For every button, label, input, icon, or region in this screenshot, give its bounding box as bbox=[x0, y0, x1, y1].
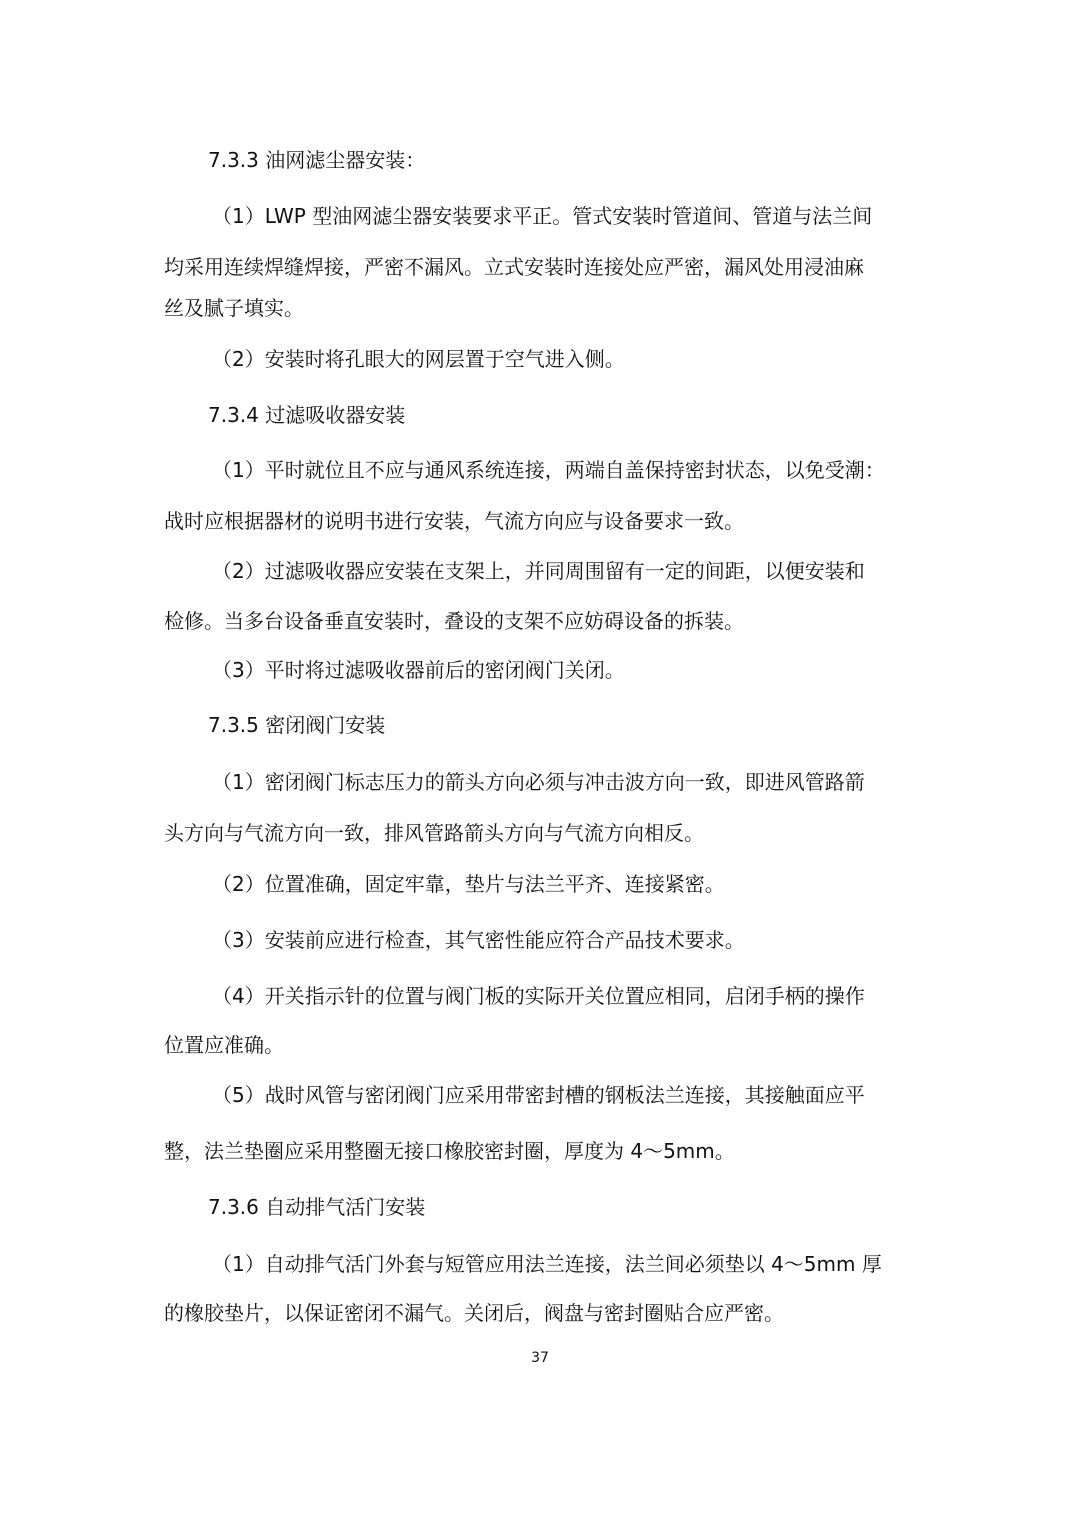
paragraph-line: （4）开关指示针的位置与阀门板的实际开关位置应相同，启闭手柄的操作 bbox=[212, 984, 865, 1008]
page-number: 37 bbox=[531, 1350, 549, 1366]
paragraph-line: （2）过滤吸收器应安装在支架上，并同周围留有一定的间距，以便安装和 bbox=[212, 559, 865, 583]
paragraph-line: （1）LWP 型油网滤尘器安装要求平正。管式安装时管道间、管道与法兰间 bbox=[212, 204, 873, 228]
paragraph-line: （1）自动排气活门外套与短管应用法兰连接，法兰间必须垫以 4～5mm 厚 bbox=[212, 1252, 882, 1276]
section-heading-7-3-3: 7.3.3 油网滤尘器安装： bbox=[208, 148, 426, 172]
section-heading-7-3-6: 7.3.6 自动排气活门安装 bbox=[208, 1195, 426, 1219]
paragraph-line: 的橡胶垫片，以保证密闭不漏气。关闭后，阀盘与密封圈贴合应严密。 bbox=[164, 1301, 784, 1325]
paragraph-line: （1）密闭阀门标志压力的箭头方向必须与冲击波方向一致，即进风管路箭 bbox=[212, 770, 865, 794]
paragraph-line: 整，法兰垫圈应采用整圈无接口橡胶密封圈，厚度为 4～5mm。 bbox=[164, 1139, 735, 1163]
section-heading-7-3-5: 7.3.5 密闭阀门安装 bbox=[208, 713, 386, 737]
paragraph-line: （2）安装时将孔眼大的网层置于空气进入侧。 bbox=[212, 347, 625, 371]
paragraph-line: （1）平时就位且不应与通风系统连接，两端自盖保持密封状态，以免受潮： bbox=[212, 458, 885, 482]
paragraph-line: （5）战时风管与密闭阀门应采用带密封槽的钢板法兰连接，其接触面应平 bbox=[212, 1083, 865, 1107]
paragraph-line: 战时应根据器材的说明书进行安装，气流方向应与设备要求一致。 bbox=[164, 509, 744, 533]
paragraph-line: 位置应准确。 bbox=[164, 1033, 284, 1057]
paragraph-line: （3）安装前应进行检查，其气密性能应符合产品技术要求。 bbox=[212, 928, 745, 952]
paragraph-line: 检修。当多台设备垂直安装时，叠设的支架不应妨碍设备的拆装。 bbox=[164, 609, 744, 633]
paragraph-line: 均采用连续焊缝焊接，严密不漏风。立式安装时连接处应严密，漏风处用浸油麻 bbox=[164, 255, 864, 279]
paragraph-line: 丝及腻子填实。 bbox=[164, 296, 304, 320]
paragraph-line: 头方向与气流方向一致，排风管路箭头方向与气流方向相反。 bbox=[164, 821, 704, 845]
section-heading-7-3-4: 7.3.4 过滤吸收器安装 bbox=[208, 403, 406, 427]
paragraph-line: （3）平时将过滤吸收器前后的密闭阀门关闭。 bbox=[212, 658, 625, 682]
paragraph-line: （2）位置准确，固定牢靠，垫片与法兰平齐、连接紧密。 bbox=[212, 872, 725, 896]
